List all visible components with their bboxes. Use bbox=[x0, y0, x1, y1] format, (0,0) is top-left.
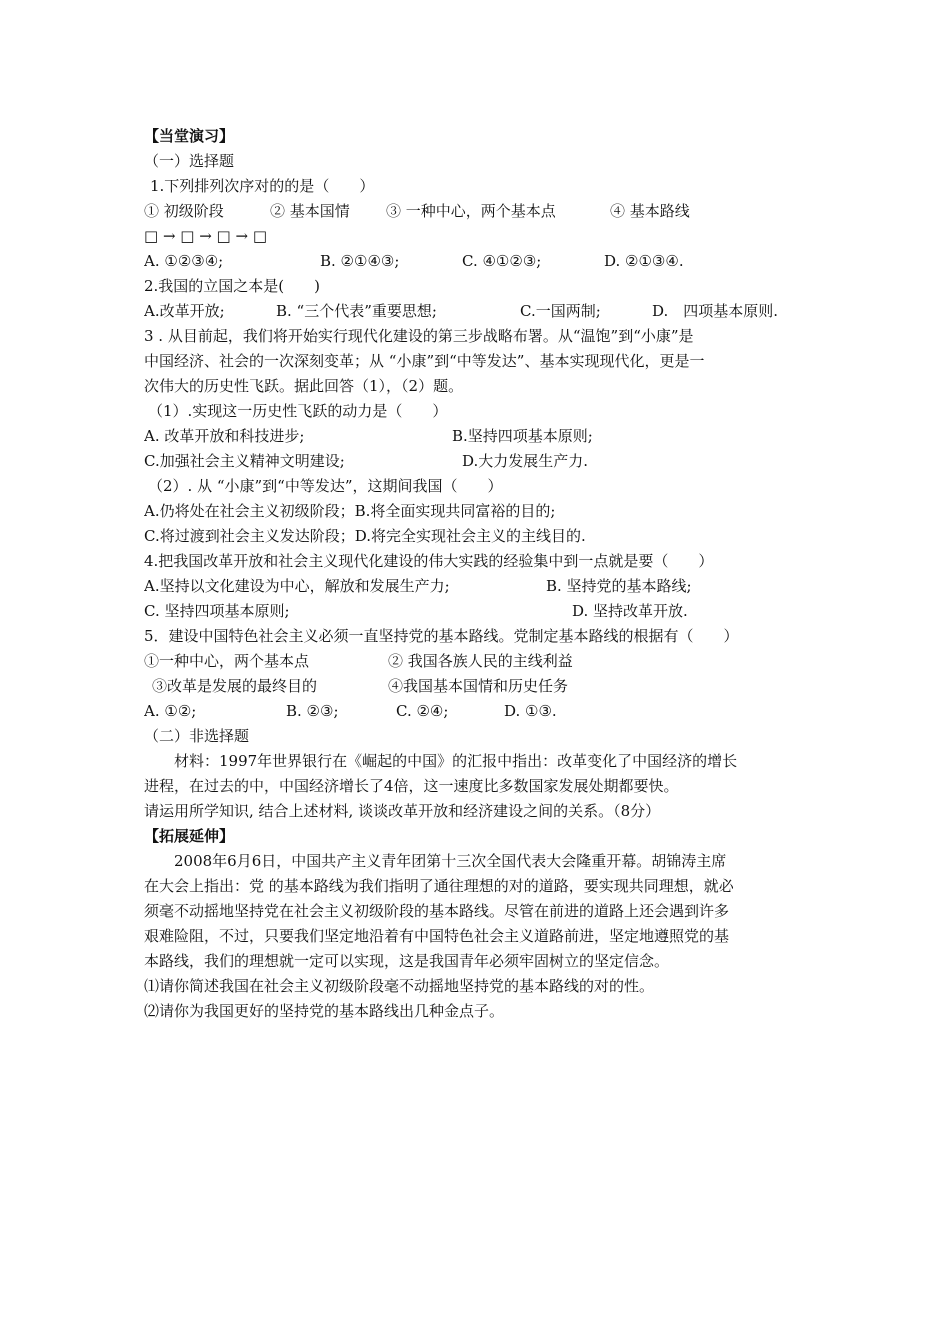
q1-arrow-row: □ → □ → □ → □ bbox=[144, 227, 268, 245]
q4-options-row bbox=[144, 599, 814, 624]
q3-sub1-options-row bbox=[144, 424, 814, 449]
option: C.一国两制; bbox=[520, 302, 601, 320]
q3-sub2-stem: （2）. 从 “小康”到“中等发达”，这期间我国（ ） bbox=[148, 477, 503, 495]
q2-options bbox=[144, 299, 814, 324]
material-line: 请运用所学知识, 结合上述材料, 谈谈改革开放和经济建设之间的关系。（8分） bbox=[144, 802, 661, 820]
q1-stem: 1.下列排列次序对的的是（ ） bbox=[150, 177, 375, 195]
option: B.坚持四项基本原则; bbox=[452, 427, 593, 445]
q5-item: ② 我国各族人民的主线利益 bbox=[388, 652, 573, 670]
q1-item: ① 初级阶段 bbox=[144, 202, 224, 220]
option: C. 坚持四项基本原则; bbox=[144, 602, 290, 620]
option: D. 四项基本原则. bbox=[652, 302, 779, 320]
extension-line: 2008年6月6日，中国共产主义青年团第十三次全国代表大会隆重开幕。胡锦涛主席 bbox=[174, 852, 727, 870]
q3-sub1-options-row bbox=[144, 449, 814, 474]
option: B. “三个代表”重要思想; bbox=[276, 302, 437, 320]
extension-line: 本路线，我们的理想就一定可以实现，这是我国青年必须牢固树立的坚定信念。 bbox=[144, 952, 670, 970]
q5-options bbox=[144, 699, 814, 724]
option: A.坚持以文化建设为中心，解放和发展生产力; bbox=[144, 577, 450, 595]
material-line: 进程，在过去的中，中国经济增长了4倍，这一速度比多数国家发展处期都要快。 bbox=[144, 777, 679, 795]
q1-item: ④ 基本路线 bbox=[610, 202, 690, 220]
option: B. ②③; bbox=[286, 702, 339, 720]
q5-item: ①一种中心，两个基本点 bbox=[144, 652, 310, 670]
option: C.加强社会主义精神文明建设; bbox=[144, 452, 345, 470]
q5-item: ④我国基本国情和历史任务 bbox=[388, 677, 569, 695]
extension-line: 须毫不动摇地坚持党在社会主义初级阶段的基本路线。尽管在前进的道路上还会遇到许多 bbox=[144, 902, 730, 920]
option: D. 坚持改革开放. bbox=[572, 602, 688, 620]
extension-question: ⑵请你为我国更好的坚持党的基本路线出几种金点子。 bbox=[144, 1002, 505, 1020]
extension-line: 艰难险阻，不过，只要我们坚定地沿着有中国特色社会主义道路前进，坚定地遵照党的基 bbox=[144, 927, 730, 945]
q1-item: ③ 一种中心，两个基本点 bbox=[386, 202, 556, 220]
q1-item: ② 基本国情 bbox=[270, 202, 350, 220]
option: A. ①②; bbox=[144, 702, 197, 720]
option: A.改革开放; bbox=[144, 302, 225, 320]
q5-items-row bbox=[144, 674, 814, 699]
q5-stem: 5．建设中国特色社会主义必须一直坚持党的基本路线。党制定基本路线的根据有（ ） bbox=[144, 627, 739, 645]
option: A. 改革开放和科技进步; bbox=[144, 427, 305, 445]
q1-items bbox=[144, 199, 814, 224]
option: B. 坚持党的基本路线; bbox=[546, 577, 692, 595]
section-title-practice: 【当堂演习】 bbox=[144, 127, 235, 145]
option: C. ②④; bbox=[396, 702, 449, 720]
q3-sub1-stem: （1）.实现这一历史性飞跃的动力是（ ） bbox=[148, 402, 448, 420]
option: D. ①③. bbox=[504, 702, 557, 720]
q5-item: ③改革是发展的最终目的 bbox=[152, 677, 318, 695]
part-title-choice: （一）选择题 bbox=[144, 152, 235, 170]
q3-sub2-options-line: A.仍将处在社会主义初级阶段；B.将全面实现共同富裕的目的; bbox=[144, 502, 556, 520]
q4-options-row bbox=[144, 574, 814, 599]
q3-stem-line: 次伟大的历史性飞跃。据此回答（1），（2）题。 bbox=[144, 377, 464, 395]
option: C. ④①②③; bbox=[462, 252, 542, 270]
q3-sub2-options-line: C.将过渡到社会主义发达阶段；D.将完全实现社会主义的主线目的. bbox=[144, 527, 586, 545]
option: B. ②①④③; bbox=[320, 252, 400, 270]
q3-stem-line: 中国经济、社会的一次深刻变革；从 “小康”到“中等发达”、基本实现现代化，更是一 bbox=[144, 352, 705, 370]
q1-options bbox=[144, 249, 814, 274]
part-title-non-choice: （二）非选择题 bbox=[144, 727, 250, 745]
extension-question: ⑴请你简述我国在社会主义初级阶段毫不动摇地坚持党的基本路线的对的性。 bbox=[144, 977, 655, 995]
extension-line: 在大会上指出：党 的基本路线为我们指明了通往理想的对的道路，要实现共同理想，就必 bbox=[144, 877, 734, 895]
option: D. ②①③④. bbox=[604, 252, 684, 270]
q3-stem-line: 3 . 从目前起，我们将开始实行现代化建设的第三步战略布署。从“温饱”到“小康”是 bbox=[144, 327, 694, 345]
material-line: 材料：1997年世界银行在《崛起的中国》的汇报中指出：改革变化了中国经济的增长 bbox=[174, 752, 738, 770]
q4-stem: 4.把我国改革开放和社会主义现代化建设的伟大实践的经验集中到一点就是要（ ） bbox=[144, 552, 714, 570]
option: A. ①②③④; bbox=[144, 252, 224, 270]
q2-stem: 2.我国的立国之本是( ) bbox=[144, 277, 321, 295]
section-title-extension: 【拓展延伸】 bbox=[144, 827, 235, 845]
q5-items-row bbox=[144, 649, 814, 674]
option: D.大力发展生产力. bbox=[462, 452, 589, 470]
